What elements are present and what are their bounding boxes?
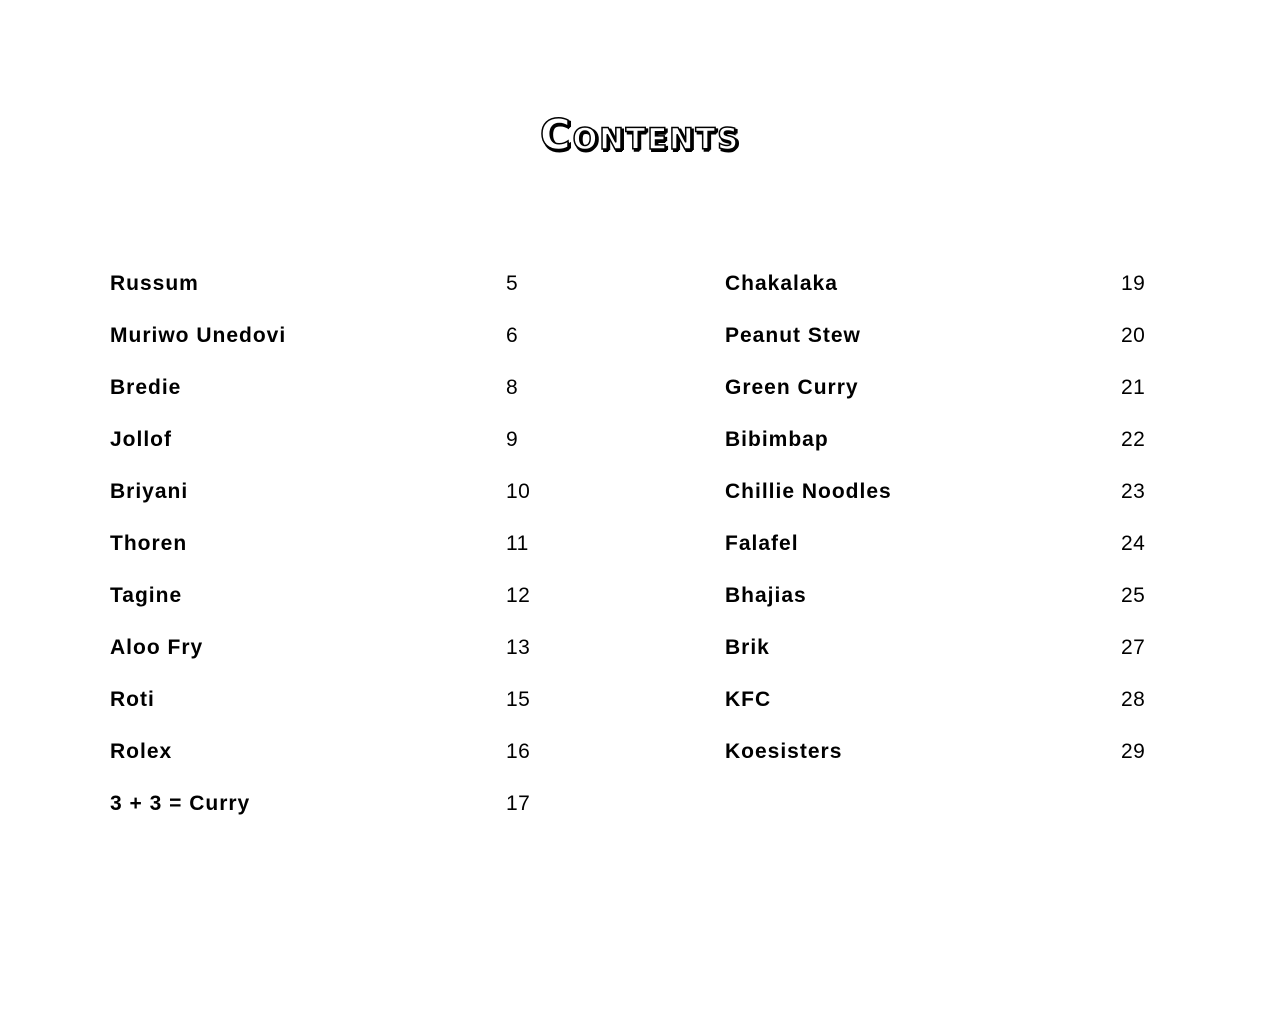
toc-entry-title: Briyani <box>110 480 189 503</box>
toc-entry-title: Bhajias <box>725 584 807 607</box>
toc-right-column <box>725 266 1165 786</box>
toc-entry-page: 27 <box>1121 636 1146 659</box>
toc-entry-page: 16 <box>506 740 531 763</box>
toc-entry <box>725 370 1165 422</box>
page-title: Contents <box>539 110 741 159</box>
toc-entry <box>725 682 1165 734</box>
toc-entry <box>725 422 1165 474</box>
toc-entry-title: Green Curry <box>725 376 859 399</box>
toc-entry-title: Russum <box>110 272 199 295</box>
toc-entry-page: 6 <box>506 324 519 347</box>
toc-entry-page: 11 <box>506 532 529 555</box>
toc-entry-title: Thoren <box>110 532 188 555</box>
toc-entry <box>110 318 550 370</box>
toc-entry <box>110 578 550 630</box>
toc-entry-title: Rolex <box>110 740 173 763</box>
toc-entry-page: 5 <box>506 272 519 295</box>
toc-entry-title: Muriwo Unedovi <box>110 324 287 347</box>
toc-entry-page: 20 <box>1121 324 1146 347</box>
toc-entry-page: 22 <box>1121 428 1146 451</box>
toc-entry-page: 8 <box>506 376 519 399</box>
toc-entry-title: Jollof <box>110 428 172 451</box>
toc-entry <box>725 318 1165 370</box>
toc-entry-title: Aloo Fry <box>110 636 204 659</box>
toc-entry-page: 28 <box>1121 688 1146 711</box>
toc-entry-title: Chakalaka <box>725 272 838 295</box>
toc-entry-page: 21 <box>1121 376 1146 399</box>
toc-entry <box>110 370 550 422</box>
toc-entry-page: 13 <box>506 636 531 659</box>
toc-entry-page: 17 <box>506 792 531 815</box>
toc-entry <box>110 734 550 786</box>
toc-entry-title: KFC <box>725 688 772 711</box>
toc-entry-title: 3 + 3 = Curry <box>110 792 251 815</box>
toc-entry <box>725 526 1165 578</box>
toc-entry-title: Brik <box>725 636 770 659</box>
toc-entry <box>725 734 1165 786</box>
toc-entry-page: 9 <box>506 428 519 451</box>
toc-entry <box>725 578 1165 630</box>
toc-entry-page: 15 <box>506 688 531 711</box>
toc-entry-page: 24 <box>1121 532 1146 555</box>
toc-left-column <box>110 266 550 838</box>
toc-entry-title: Bibimbap <box>725 428 829 451</box>
toc-entry <box>110 474 550 526</box>
toc-entry <box>110 526 550 578</box>
toc-entry-page: 25 <box>1121 584 1146 607</box>
toc-entry <box>725 266 1165 318</box>
toc-entry <box>110 786 550 838</box>
toc-entry <box>110 682 550 734</box>
toc-entry <box>725 474 1165 526</box>
toc-entry-title: Falafel <box>725 532 799 555</box>
toc-entry-title: Roti <box>110 688 155 711</box>
toc-entry-title: Peanut Stew <box>725 324 861 347</box>
toc-entry <box>110 266 550 318</box>
toc-entry <box>110 422 550 474</box>
toc-entry-title: Chillie Noodles <box>725 480 892 503</box>
toc-entry-title: Koesisters <box>725 740 843 763</box>
toc-entry <box>725 630 1165 682</box>
toc-entry-page: 10 <box>506 480 531 503</box>
toc-entry <box>110 630 550 682</box>
toc-entry-page: 29 <box>1121 740 1146 763</box>
toc-entry-title: Bredie <box>110 376 182 399</box>
toc-entry-page: 19 <box>1121 272 1146 295</box>
toc-entry-title: Tagine <box>110 584 183 607</box>
toc-entry-page: 12 <box>506 584 531 607</box>
toc-entry-page: 23 <box>1121 480 1146 503</box>
